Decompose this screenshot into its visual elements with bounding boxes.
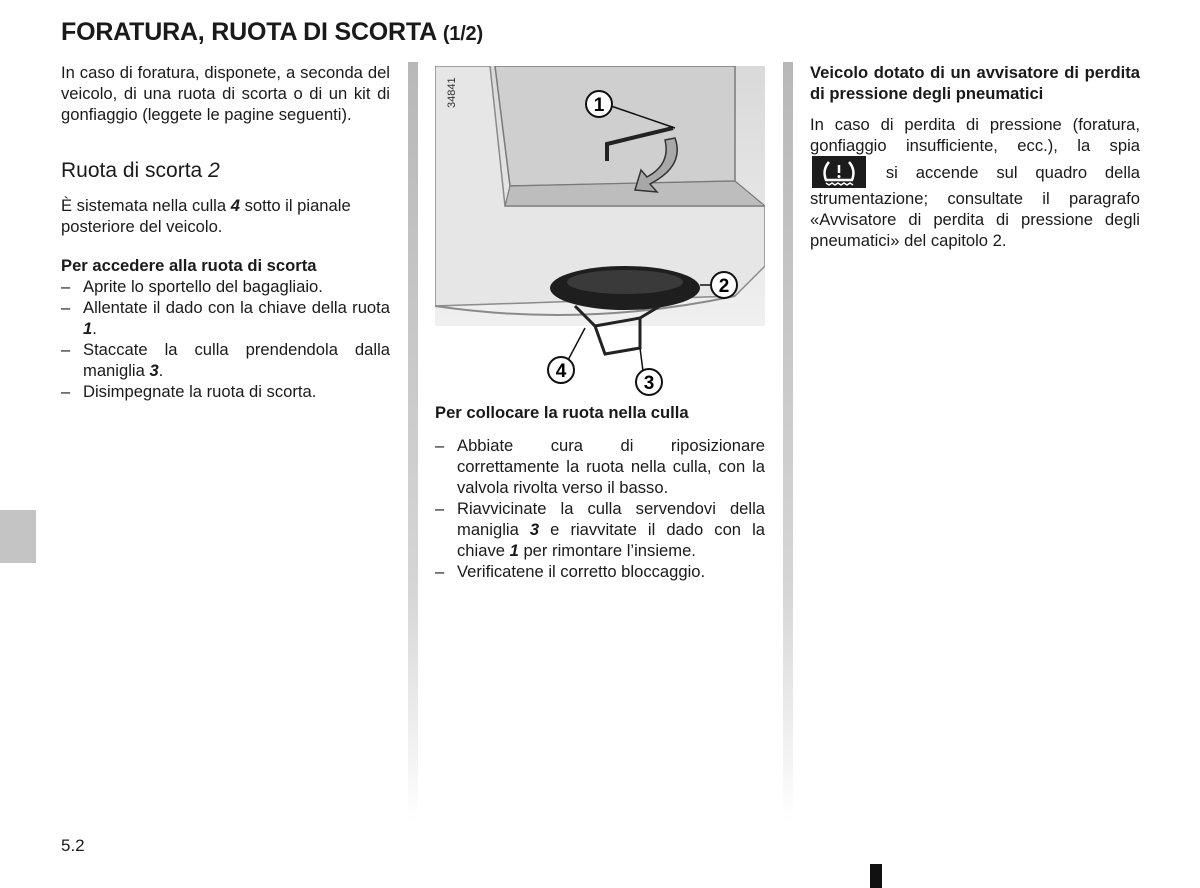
- callout-1: [586, 91, 612, 117]
- tpms-text-b: si accende sul quadro della strumentazione; consultate il paragrafo «Avvisatore di perdita di pressione degli pneumatici» del capitolo 2.: [810, 163, 1140, 250]
- section-title-text: Ruota di scorta: [61, 159, 203, 182]
- step-text: Aprite lo sportello del bagagliaio.: [83, 277, 323, 296]
- step-text: Verificatene il corretto bloccaggio.: [457, 562, 706, 581]
- section-title-ref: 2: [208, 159, 220, 182]
- callout-label: 1: [593, 95, 605, 116]
- access-heading: Per accedere alla ruota di scorta: [61, 256, 317, 275]
- figure-code: 34841: [446, 77, 458, 108]
- step-text: Allentate il dado con la chiave della ruota: [83, 298, 390, 317]
- cradle-steps: [435, 435, 765, 582]
- list-item: [61, 339, 390, 381]
- list-item: [435, 435, 765, 498]
- boot-floor: [495, 66, 735, 186]
- step-text: Abbiate cura di riposizionare correttamente la ruota nella culla, con la valvola rivolta verso il basso.: [457, 436, 765, 497]
- step-ref: 3: [529, 520, 540, 539]
- tire-pressure-warning-icon: [812, 156, 866, 188]
- boot-sill: [505, 181, 765, 206]
- cradle-heading: Per collocare la ruota nella culla: [435, 403, 689, 422]
- callout-2: [711, 272, 737, 298]
- callout-3: [636, 369, 662, 395]
- tpms-text-a: In caso di perdita di pressione (foratura, gonfiaggio insufficiente, ecc.), la spia: [810, 115, 1140, 155]
- list-item: [61, 381, 390, 402]
- leader-line-3: [640, 348, 643, 371]
- chapter-tab: [0, 510, 36, 563]
- left-column: [61, 62, 390, 402]
- location-text-2: sotto il pianale posteriore del veicolo.: [61, 196, 351, 236]
- step-ref: 1: [509, 541, 519, 560]
- title-text: FORATURA, RUOTA DI SCORTA: [61, 18, 437, 46]
- step-ref: 3: [149, 361, 159, 380]
- location-ref: 4: [230, 196, 240, 215]
- list-item: [61, 276, 390, 297]
- column-divider-left: [408, 62, 418, 822]
- step-text: e riavvitate il dado con la chiave: [457, 520, 765, 560]
- step-ref: 1: [83, 319, 93, 338]
- list-item: [435, 498, 765, 561]
- callout-4: [548, 357, 574, 383]
- leader-line-4: [567, 328, 585, 362]
- step-text: Riavvicinate la culla servendovi della maniglia: [457, 499, 765, 539]
- callout-label: 3: [643, 373, 655, 394]
- tpms-paragraph: [810, 114, 1140, 251]
- intro-paragraph: In caso di foratura, disponete, a seconda del veicolo, di una ruota di scorta o di un kit di gonfiaggio (leggete le pagine seguenti).: [61, 63, 390, 124]
- location-paragraph: [61, 195, 390, 237]
- location-text-1: È sistemata nella culla: [61, 196, 227, 215]
- step-punct: .: [92, 319, 97, 338]
- page-title: [61, 18, 483, 47]
- illustration-svg: [435, 66, 765, 396]
- list-item: [435, 561, 765, 582]
- page-number: 5.2: [61, 836, 85, 855]
- end-marker: [870, 864, 882, 888]
- access-steps: [61, 276, 390, 402]
- list-item: [61, 297, 390, 339]
- callout-label: 2: [718, 276, 730, 297]
- tire-pressure-glyph: [812, 156, 866, 188]
- column-divider-right: [783, 62, 793, 822]
- step-text: Disimpegnate la ruota di scorta.: [83, 382, 317, 401]
- spare-wheel-rim: [567, 270, 683, 294]
- section-title: [61, 159, 390, 183]
- callout-label: 4: [555, 361, 567, 382]
- spare-wheel-illustration: [435, 66, 765, 396]
- step-punct: .: [158, 361, 164, 380]
- title-part: (1/2): [442, 23, 483, 45]
- right-column: [810, 62, 1140, 251]
- step-text: per rimontare l’insieme.: [523, 541, 696, 560]
- step-text: Staccate la culla prendendola dalla maniglia: [83, 340, 390, 380]
- tpms-heading: Veicolo dotato di un avvisatore di perdita di pressione degli pneumatici: [810, 63, 1140, 103]
- middle-column: [435, 402, 765, 582]
